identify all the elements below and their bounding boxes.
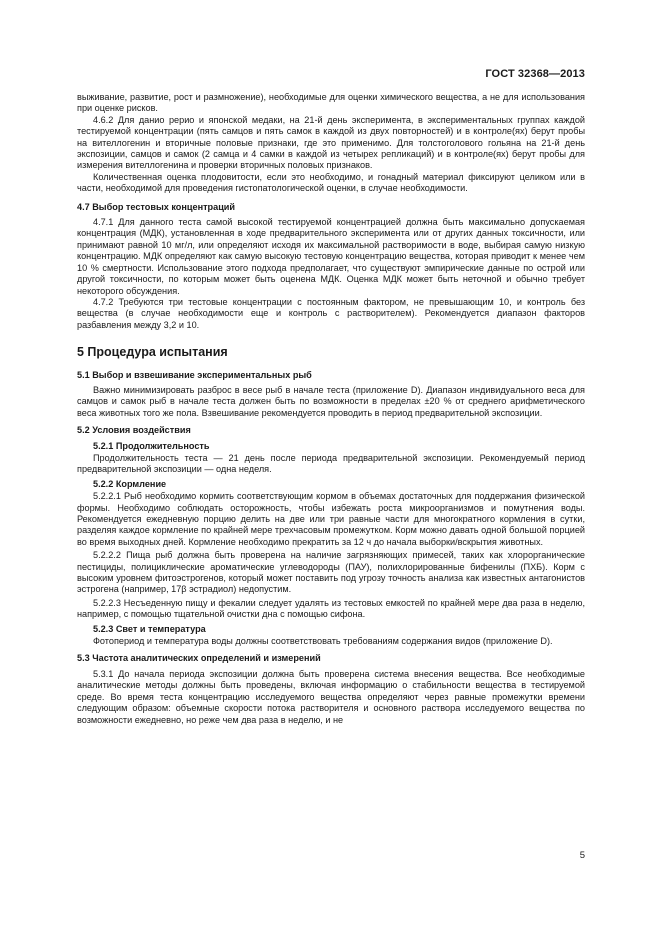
- document-body: [77, 92, 585, 726]
- paragraph: Важно минимизировать разброс в весе рыб в начале теста (приложение D). Диапазон индивидуального веса для самцов и самок рыб в начале теста должен быть по возможности в пределах ±20 % от среднего арифметического веса животных того же пола. Взвешивание рекомендуется проводить в период предварительной экспозиции.: [77, 384, 585, 418]
- document-page: [77, 0, 585, 936]
- paragraph: выживание, развитие, рост и размножение), необходимые для оценки химического вещества, а не для использования при оценке рисков.: [77, 92, 585, 114]
- paragraph: 5.2.2.3 Несъеденную пищу и фекалии следует удалять из тестовых емкостей по крайней мере два раза в неделю, например, с помощью тщательной очистки дна с помощью сифона.: [77, 597, 585, 620]
- section-heading-5-2: 5.2 Условия воздействия: [77, 425, 191, 436]
- paragraph: Продолжительность теста — 21 день после периода предварительной экспозиции. Рекомендуемый период предварительной экспозиции — одна неделя.: [77, 452, 585, 475]
- document-code-header: ГОСТ 32368—2013: [485, 68, 585, 80]
- paragraph: 4.6.2 Для данио рерио и японской медаки, на 21-й день эксперимента, в экспериментальных группах каждой тестируемой концентрации (пять самцов и пять самок в каждой из двух повторностей) и в контроле(ях) берут пробы на вителлогенин и вторичные половые признаки, где это применимо. Для толстоголового гольяна на 21-й день экспозиции, самцов и самок (2 самца и 4 самки в каждой из четырех репликаций) и в контроле(ях) берут пробы для измерения вителлогенина и проверки вторичных половых признаков.: [77, 114, 585, 171]
- section-heading-5: 5 Процедура испытания: [77, 345, 228, 360]
- paragraph: 5.2.2.1 Рыб необходимо кормить соответствующим кормом в объемах достаточных для поддержания физической формы. Необходимо соблюдать осторожность, чтобы избежать роста микроорганизмов и помутнения воды. Рекомендуется ежедневную порцию делить на две или три равные части для многократного кормления в сутки, разделяя каждое кормление по крайней мере трехчасовым промежутком. Корм можно давать одной большой порцией во время выходных дней. Кормление необходимо прекратить за 12 ч до начала выборки/вскрытия животных.: [77, 491, 585, 547]
- section-heading-5-3: 5.3 Частота аналитических определений и измерений: [77, 653, 321, 664]
- section-heading-5-2-3: 5.2.3 Свет и температура: [93, 623, 206, 634]
- paragraph: 4.7.1 Для данного теста самой высокой тестируемой концентрацией должна быть максимально допускаемая концентрация (МДК), установленная в ходе предварительного эксперимента или от других данных токсичности, или принимают равной 10 мг/л, или определяют исходя их максимальной растворимости в воде, выбирая самую низкую концентрацию. МДК определяют как самую высокую тестовую концентрацию вещества, которая приводит к менее чем 10 % смертности. Использование этого подхода предполагает, что существуют эмпирические данные по острой или другой токсичности, по которым может быть оценена МДК. Оценка МДК может быть неточной и обычно требует некоторого обсуждения.: [77, 217, 585, 296]
- section-heading-5-2-1: 5.2.1 Продолжительность: [93, 440, 210, 451]
- paragraph: Количественная оценка плодовитости, если это необходимо, и гонадный материал фиксируют целиком или в части, необходимой для проведения гистопатологической оценки, в случае необходимости.: [77, 171, 585, 194]
- section-heading-5-1: 5.1 Выбор и взвешивание экспериментальных рыб: [77, 369, 312, 380]
- section-heading-5-2-2: 5.2.2 Кормление: [93, 478, 167, 489]
- paragraph: 5.2.2.2 Пища рыб должна быть проверена на наличие загрязняющих примесей, таких как хлорорганические пестициды, полициклические ароматические углеводороды (ПАУ), полихлорированные бифенилы (ПХБ). Корм с высоким уровнем фитоэстрогенов, который может поставить под угрозу точность анализа как известных антагонистов эстрогена (например, 17β эстрадиол) недопустим.: [77, 550, 585, 595]
- paragraph: 4.7.2 Требуются три тестовые концентрации с постоянным фактором, не превышающим 10, и контроль без вещества (в случае необходимости еще и контроль с растворителем). Рекомендуется диапазон факторов разбавления между 3,2 и 10.: [77, 296, 585, 330]
- paragraph: 5.3.1 До начала периода экспозиции должна быть проверена система внесения вещества. Все необходимые аналитические методы должны быть проведены, включая информацию о стабильности вещества в тестируемой среде. Во время теста концентрацию исследуемого вещества определяют через равные промежутки времени следующим образом: объемные скорости потока растворителя и основного раствора исследуемого вещества по возможности ежедневно, но реже чем два раза в неделю, и не: [77, 668, 585, 725]
- section-heading-4-7: 4.7 Выбор тестовых концентраций: [77, 201, 236, 212]
- paragraph: Фотопериод и температура воды должны соответствовать требованиям содержания видов (приложение D).: [93, 636, 553, 647]
- page-number: 5: [579, 850, 585, 861]
